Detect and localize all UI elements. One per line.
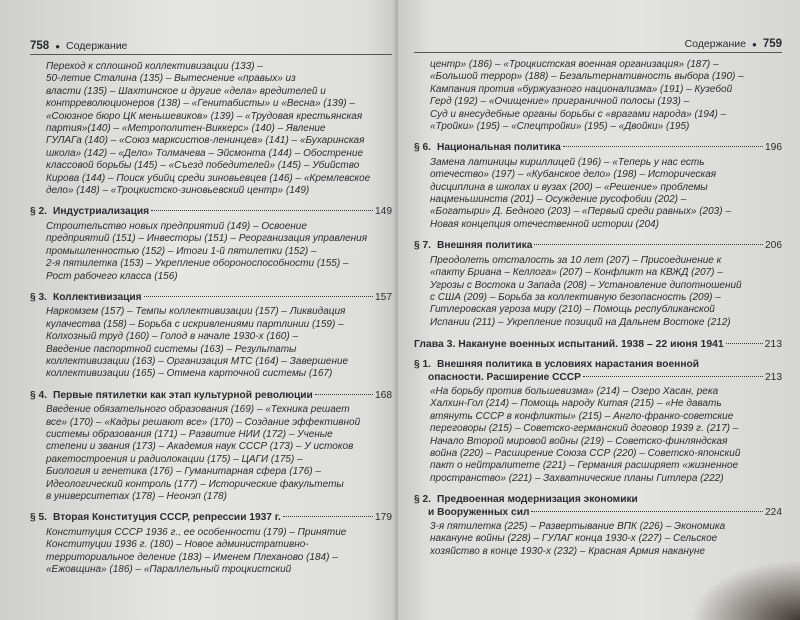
text-line: «Большой террор» (188) – Безальтернативность выбора (190) –	[430, 71, 744, 83]
left-running-title: Содержание	[66, 40, 128, 52]
dot-leader	[283, 516, 373, 517]
text-line: дисциплина в школах и вузах (200) – «Решение» проблемы	[430, 181, 708, 193]
text-line: Конституция СССР 1936 г., ее особенности (179) – Принятие	[46, 526, 347, 538]
bullet-icon: ●	[751, 39, 757, 49]
text-line: контрреволюционеров (138) – «Генитабисты» и «Весна» (139) –	[46, 98, 355, 110]
text-line: «Союзное бюро ЦК меньшевиков» (139) – «Трудовая крестьянская	[46, 110, 363, 122]
text-line: Начало Второй мировой войны (219) – Советско-финляндская	[430, 435, 728, 447]
dot-leader	[583, 376, 763, 377]
text-line: территориальное деление (183) – Именем Плеханово (184) –	[46, 551, 338, 563]
text-line: власти (135) – Шахтинское и другие «дела» вредителей и	[46, 85, 326, 97]
text-line: Биология и генетика (176) – Гуманитарная сфера (176) –	[46, 466, 321, 478]
text-line: в университетах (178) – Неонэп (178)	[46, 491, 227, 502]
text-line: пакт о нейтралитете (221) – Германия расширяет «жизненное	[430, 460, 739, 472]
text-line: Кирова (144) – Поиск убийц среди зиновьевцев (146) – «Кремлевское	[46, 172, 371, 184]
section-page: 179	[375, 512, 392, 524]
text-line: война (220) – Расширение Союза ССР (220) – Советско-японский	[430, 447, 741, 459]
text-line: Угрозы с Востока и Запада (208) – Установление дипотношений	[430, 279, 742, 291]
section-entries	[414, 521, 782, 558]
section-title: Индустриализация	[53, 206, 150, 218]
text-line: ракетостроения и радиолокации (175) – ЦАГИ (175) –	[46, 453, 303, 465]
right-intro-text	[414, 59, 782, 133]
toc-chapter-heading[interactable]	[414, 339, 782, 350]
toc-section-heading[interactable]	[414, 359, 782, 384]
text-line: степени и звания (173) – Академия наук СССР (173) – У истоков	[46, 441, 354, 453]
left-intro-text	[30, 61, 392, 197]
text-line: нацменьшинств (201) – Осуждение русофобии (202) –	[430, 194, 687, 206]
bullet-icon: ●	[55, 41, 61, 51]
section-title: Предвоенная модернизация экономики	[437, 494, 638, 506]
text-line: «На борьбу против большевизма» (214) – Озеро Хасан, река	[430, 385, 719, 397]
text-line: Строительство новых предприятий (149) – Освоение	[46, 220, 307, 232]
section-entries	[30, 527, 392, 577]
section-page: 224	[765, 506, 782, 518]
section-entries	[30, 404, 392, 503]
left-page-number: 758	[30, 40, 50, 52]
text-line: школа» (142) – «Дело» Толмачева – Эйсмонта (144) – Обострение	[46, 147, 364, 159]
toc-section-heading[interactable]	[414, 240, 782, 252]
left-page	[0, 0, 398, 620]
text-line: ГУЛАГа (140) – «Союз марксистов-ленинцев» (141) – «Бухаринская	[46, 135, 365, 147]
chapter-page: 213	[764, 339, 782, 351]
text-line: «Тройки» (195) – «Спецтройки» (195) – «Двойки» (195)	[430, 121, 690, 133]
text-line: классовой борьбы (145) – «Съезд победителей» (145) – Убийство	[46, 160, 360, 172]
text-line: «Богатыри» Д. Бедного (203) – «Первый среди равных» (203) –	[430, 206, 731, 218]
section-entries	[414, 255, 782, 329]
text-line: предприятий (151) – Инвесторы (151) – Реорганизация управления	[46, 233, 368, 245]
text-line: Герд (192) – «Очищение» приграничной полосы (193) –	[430, 96, 690, 108]
text-line: Испании (211) – Укрепление позиций на Дальнем Востоке (212)	[430, 316, 731, 328]
text-line: накануне войны (228) – ГУЛАГ конца 1930-х (227) – Сельское	[430, 533, 718, 545]
section-entries	[414, 386, 782, 485]
text-line: «Ежовщина» (186) – «Параллельный троцкистский	[46, 564, 292, 576]
text-line: промышленностью (152) – Итоги 1-й пятилетки (152) –	[46, 245, 317, 257]
text-line: дело» (148) – «Троцкистско-зиновьевский центр» (149)	[46, 185, 310, 197]
text-line: хозяйство в конце 1930-х (232) – Красная Армия накануне	[430, 545, 705, 557]
text-line: коллективизации (165) – Отмена карточной системы (167)	[46, 368, 333, 380]
section-number: § 5.	[30, 512, 47, 524]
text-line: «пакту Бриана – Келлога» (207) – Конфликт на КВЖД (207) –	[430, 267, 723, 279]
text-line: центр» (186) – «Троцкистская военная организация» (187) –	[430, 59, 719, 70]
toc-section-heading[interactable]	[414, 494, 782, 519]
toc-section-heading[interactable]	[30, 512, 392, 524]
toc-section-heading[interactable]	[30, 292, 392, 304]
text-line: все» (170) – «Кадры решают все» (170) – Создание эффективной	[46, 416, 361, 428]
right-running-title: Содержание	[684, 38, 746, 50]
text-line: Суд и внесудебные органы борьбы с «врагами народа» (194) –	[430, 108, 727, 120]
section-number: § 3.	[30, 291, 47, 303]
right-page-number: 759	[762, 38, 782, 50]
section-page: 206	[765, 240, 782, 252]
section-entries	[30, 221, 392, 283]
section-title: Национальная политика	[437, 142, 561, 154]
dot-leader	[315, 394, 373, 395]
text-line: 2-я пятилетка (153) – Укрепление обороноспособности (155) –	[46, 258, 349, 270]
toc-section-heading[interactable]	[30, 206, 392, 218]
text-line: втянуть СССР в конфликты» (215) – Англо-франко-советские	[430, 410, 734, 422]
dot-leader	[531, 511, 763, 512]
section-page: 213	[765, 371, 782, 383]
toc-section-heading[interactable]	[30, 390, 392, 402]
text-line: кулачества (158) – Борьба с искривлениями партлинии (159) –	[46, 318, 344, 330]
dot-leader	[534, 244, 763, 245]
section-title: Внешняя политика в условиях нарастания военной	[437, 359, 699, 371]
text-line: 3-я пятилетка (225) – Развертывание ВПК (226) – Экономика	[430, 521, 726, 532]
text-line: системы образования (171) – Развитие НИИ (172) – Ученые	[46, 428, 333, 440]
photo-shadow	[690, 560, 800, 620]
text-line: пространство» (221) – Захватнические планы Гитлера (222)	[430, 472, 724, 484]
section-title: Первые пятилетки как этап культурной революции	[53, 389, 313, 401]
dot-leader	[144, 296, 373, 297]
dot-leader	[151, 210, 373, 211]
text-line: переговоры (215) – Советско-германский договор 1939 г. (217) –	[430, 423, 739, 435]
text-line: коллективизации (163) – Организация МТС (164) – Завершение	[46, 355, 349, 367]
section-entries	[30, 306, 392, 380]
section-page: 157	[375, 291, 392, 303]
text-line: Введение паспортной системы (163) – Результаты	[46, 343, 297, 355]
section-number: § 2.	[30, 206, 47, 218]
text-line: Преодолеть отсталость за 10 лет (207) – Присоединение к	[430, 254, 722, 266]
section-entries	[414, 157, 782, 231]
left-running-head	[30, 40, 392, 55]
text-line: Наркомзем (157) – Темпы коллективизации (157) – Ликвидация	[46, 306, 346, 318]
section-title-cont: и Вооруженных сил	[428, 506, 530, 518]
text-line: Гитлеровская угроза миру (210) – Помощь республиканской	[430, 304, 715, 316]
section-title: Коллективизация	[53, 291, 142, 303]
section-title: Внешняя политика	[437, 240, 533, 252]
text-line: Рост рабочего класса (156)	[46, 270, 178, 282]
section-page: 168	[375, 389, 392, 401]
text-line: Халхин-Гол (214) – Помощь народу Китая (215) – «Не давать	[430, 398, 722, 410]
text-line: Кампания против «буржуазного национализма» (191) – Кузебой	[430, 83, 733, 95]
text-line: партия»(140) – «Метрополитен-Виккерс» (140) – Явление	[46, 123, 326, 135]
section-number: § 4.	[30, 389, 47, 401]
text-line: Замена латиницы кириллицей (196) – «Теперь у нас есть	[430, 156, 705, 168]
section-title: Вторая Конституция СССР, репрессии 1937 г.	[53, 512, 281, 524]
chapter-title: Глава 3. Накануне военных испытаний. 1938 – 22 июня 1941	[414, 339, 724, 351]
dot-leader	[563, 146, 763, 147]
dot-leader	[726, 343, 763, 344]
text-line: Колхозный труд (160) – Голод в начале 1930-х (160) –	[46, 331, 299, 343]
section-page: 149	[375, 206, 392, 218]
section-title-cont: опасности. Расширение СССР	[428, 371, 581, 383]
text-line: с США (209) – Борьба за коллективную безопасность (209) –	[430, 291, 721, 303]
text-line: Переход к сплошной коллективизации (133) –	[46, 61, 263, 72]
text-line: отечество» (197) – «Кубанское дело» (198) – Историческая	[430, 169, 717, 181]
text-line: 50-летие Сталина (135) – Вытеснение «правых» из	[46, 73, 296, 85]
section-number: § 7.	[414, 240, 431, 252]
section-number: § 2.	[414, 494, 431, 506]
toc-section-heading[interactable]	[414, 142, 782, 154]
right-page	[398, 0, 800, 620]
section-page: 196	[765, 142, 782, 154]
right-running-head	[414, 38, 782, 53]
text-line: Идеологический контроль (177) – Исторические факультеты	[46, 478, 344, 490]
text-line: Новая концепция отечественной истории (204)	[430, 218, 659, 230]
section-number: § 1.	[414, 359, 431, 371]
text-line: Конституции 1936 г. (180) – Новое административно-	[46, 539, 309, 551]
section-number: § 6.	[414, 142, 431, 154]
text-line: Введение обязательного образования (169) – «Техника решает	[46, 404, 350, 416]
